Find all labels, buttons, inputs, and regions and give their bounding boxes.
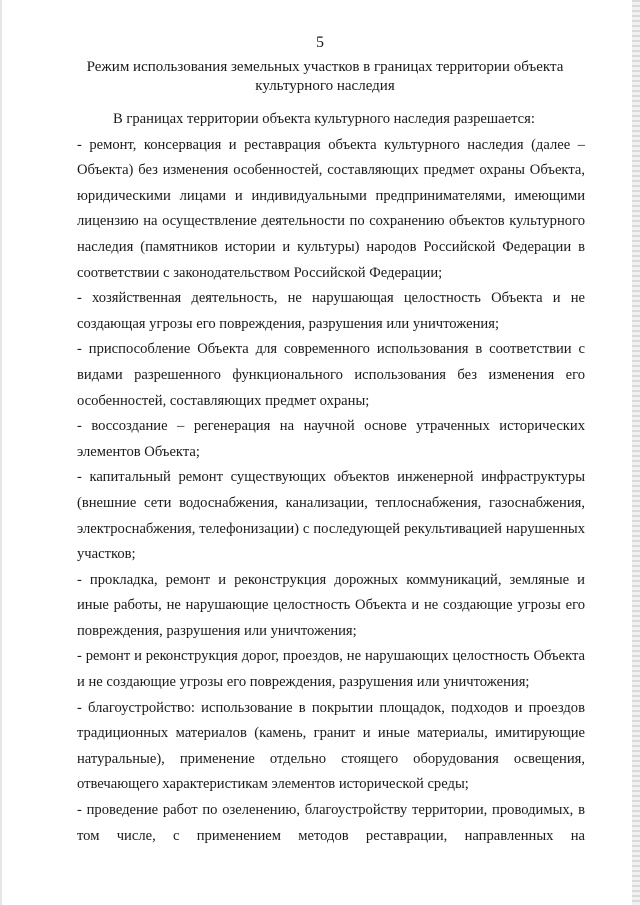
list-item: - хозяйственная деятельность, не нарушающая целостность Объекта и не создающая угрозы его повреждения, разрушения или уничтожения; (77, 290, 585, 332)
scan-edge-left (0, 0, 2, 905)
list-item: - капитальный ремонт существующих объектов инженерной инфраструктуры (внешние сети водоснабжения, канализации, теплоснабжения, газоснабжения, электроснабжения, телефонизации) с последующей рекультивацией нарушенных участков; (77, 469, 585, 563)
list-item: - воссоздание – регенерация на научной основе утраченных исторических элементов Объекта; (77, 418, 585, 460)
list-item: - ремонт, консервация и реставрация объекта культурного наследия (далее – Объекта) без изменения особенностей, составляющих предмет охраны Объекта, юридическими лицами и индивидуальными предпринимателями, имеющими лицензию на осуществление деятельности по сохранению объектов культурного наследия (памятников истории и культуры) народов Российской Федерации в соответствии с законодательством Российской Федерации; (77, 136, 585, 281)
list-item: - благоустройство: использование в покрытии площадок, подходов и проездов традиционных материалов (камень, гранит и иные материалы, имитирующие натуральные), применение отдельно стоящего оборудования освещения, отвечающего характеристикам элементов исторической среды; (77, 699, 585, 793)
document-body (77, 107, 585, 849)
intro-paragraph: В границах территории объекта культурного наследия разрешается: (113, 111, 535, 127)
section-heading: Режим использования земельных участков в границах территории объекта культурного наследия (86, 59, 564, 94)
list-item: - прокладка, ремонт и реконструкция дорожных коммуникаций, земляные и иные работы, не нарушающие целостность Объекта и не создающие угрозы его повреждения, разрушения или уничтожения; (77, 571, 585, 639)
list-item: - проведение работ по озеленению, благоустройству территории, проводимых, в том числе, с применением методов реставрации, направленных на (77, 802, 585, 844)
list-item: - приспособление Объекта для современного использования в соответствии с видами разрешенного функционального использования без изменения его особенностей, составляющих предмет охраны; (77, 341, 585, 409)
scan-edge-right (632, 0, 640, 905)
page-number: 5 (316, 34, 324, 51)
list-item: - ремонт и реконструкция дорог, проездов, не нарушающих целостность Объекта и не создающие угрозы его повреждения, разрушения или уничтожения; (77, 648, 585, 691)
